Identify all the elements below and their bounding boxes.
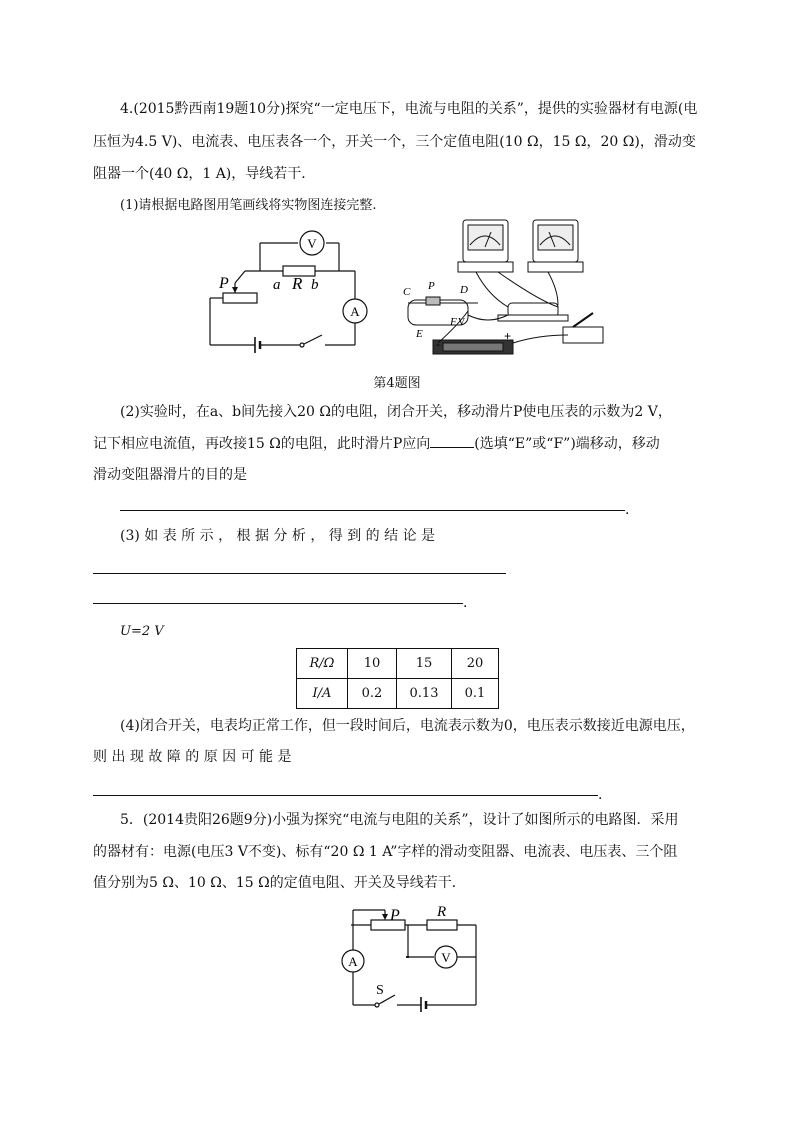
table-cell-r-1: 10 (348, 649, 397, 679)
table-header-r: R/Ω (297, 649, 348, 679)
q5-line2: 的器材有：电源(电压3 V不变)、标有“20 Ω 1 A”字样的滑动变阻器、电流表、电压表、三个阻 (93, 844, 678, 860)
q4-line2: 压恒为4.5 V)、电流表、电压表各一个，开关一个，三个定值电阻(10 Ω，15 Ω，20 Ω)，滑动变 (93, 134, 696, 150)
q5-line1: 5．(2014贵阳26题9分)小强为探究“电流与电阻的关系”，设计了如图所示的电路图．采用 (120, 812, 679, 828)
terminal-label-c: C (403, 286, 411, 298)
table-cell-r-3: 20 (452, 649, 499, 679)
slider-label-p-3: P (390, 907, 400, 924)
apparatus-illustration (398, 215, 613, 360)
table-cell-i-2: 0.13 (397, 679, 452, 709)
voltmeter-label-2: V (441, 950, 451, 965)
battery-minus: - (436, 337, 440, 351)
voltage-label: U=2 V (120, 624, 164, 639)
q4-part2-line2: 记下相应电流值，再改接15 Ω的电阻，此时滑片P应向 (选填“E”或“F”)端移动，移动 (93, 430, 701, 459)
q4-part4-line1: (4)闭合开关，电表均正常工作，但一段时间后，电流表示数为0，电压表示数接近电源电压， (120, 718, 695, 734)
circuit-diagram-2 (313, 900, 483, 1012)
q4-part1: (1)请根据电路图用笔画线将实物图连接完整. (120, 198, 377, 213)
table-cell-r-2: 15 (397, 649, 452, 679)
q4-part4-line2: 则 出 现 故 障 的 原 因 可 能 是 (93, 749, 292, 765)
slider-label-p-2: P (428, 280, 435, 292)
answer-line-conclusion-2[interactable] (93, 603, 463, 604)
table-header-i: I/A (297, 679, 348, 709)
slider-label-p-1: P (219, 275, 229, 292)
point-label-b: b (311, 277, 319, 293)
point-label-a: a (273, 277, 281, 293)
terminal-label-e: E (416, 328, 423, 340)
circuit-diagram-1 (205, 225, 375, 355)
q4-line1: 4.(2015黔西南19题10分)探究“一定电压下，电流与电阻的关系”，提供的实验器材有电源(电 (120, 101, 698, 117)
terminal-label-d: D (460, 284, 468, 296)
table-cell-i-1: 0.2 (348, 679, 397, 709)
resistor-label-r-1: R (292, 274, 303, 293)
q4-line3: 阻器一个(40 Ω，1 A)，导线若干. (93, 166, 306, 182)
meter-label-v: V (458, 317, 466, 328)
q5-line3: 值分别为5 Ω、10 Ω、15 Ω的定值电阻、开关及导线若干． (93, 875, 466, 891)
answer-blank-direction[interactable] (430, 433, 474, 448)
q4-part2-line3: 滑动变阻器滑片的目的是 (93, 467, 247, 483)
period-1: . (625, 502, 630, 518)
q4-part3: (3) 如 表 所 示 ， 根 据 分 析 ， 得 到 的 结 论 是 (120, 528, 436, 544)
period-2: . (463, 595, 468, 611)
period-3: . (598, 787, 603, 803)
data-table (296, 648, 499, 709)
ammeter-label-2: A (348, 954, 358, 969)
terminal-label-f: F (450, 316, 457, 328)
answer-line-fault[interactable] (93, 795, 598, 796)
voltmeter-label-1: V (307, 236, 317, 251)
ammeter-label-1: A (350, 304, 360, 319)
table-cell-i-3: 0.1 (452, 679, 499, 709)
battery-plus: + (504, 329, 512, 343)
resistor-label-r-2: R (437, 904, 447, 920)
q4-part2-line1: (2)实验时，在a、b间先接入20 Ω的电阻，闭合开关，移动滑片P使电压表的示数为2 V， (120, 404, 672, 420)
switch-label-s: S (376, 983, 384, 998)
answer-line-purpose[interactable] (120, 510, 625, 511)
figure-caption: 第4题图 (373, 376, 421, 391)
answer-line-conclusion-1[interactable] (93, 573, 506, 574)
